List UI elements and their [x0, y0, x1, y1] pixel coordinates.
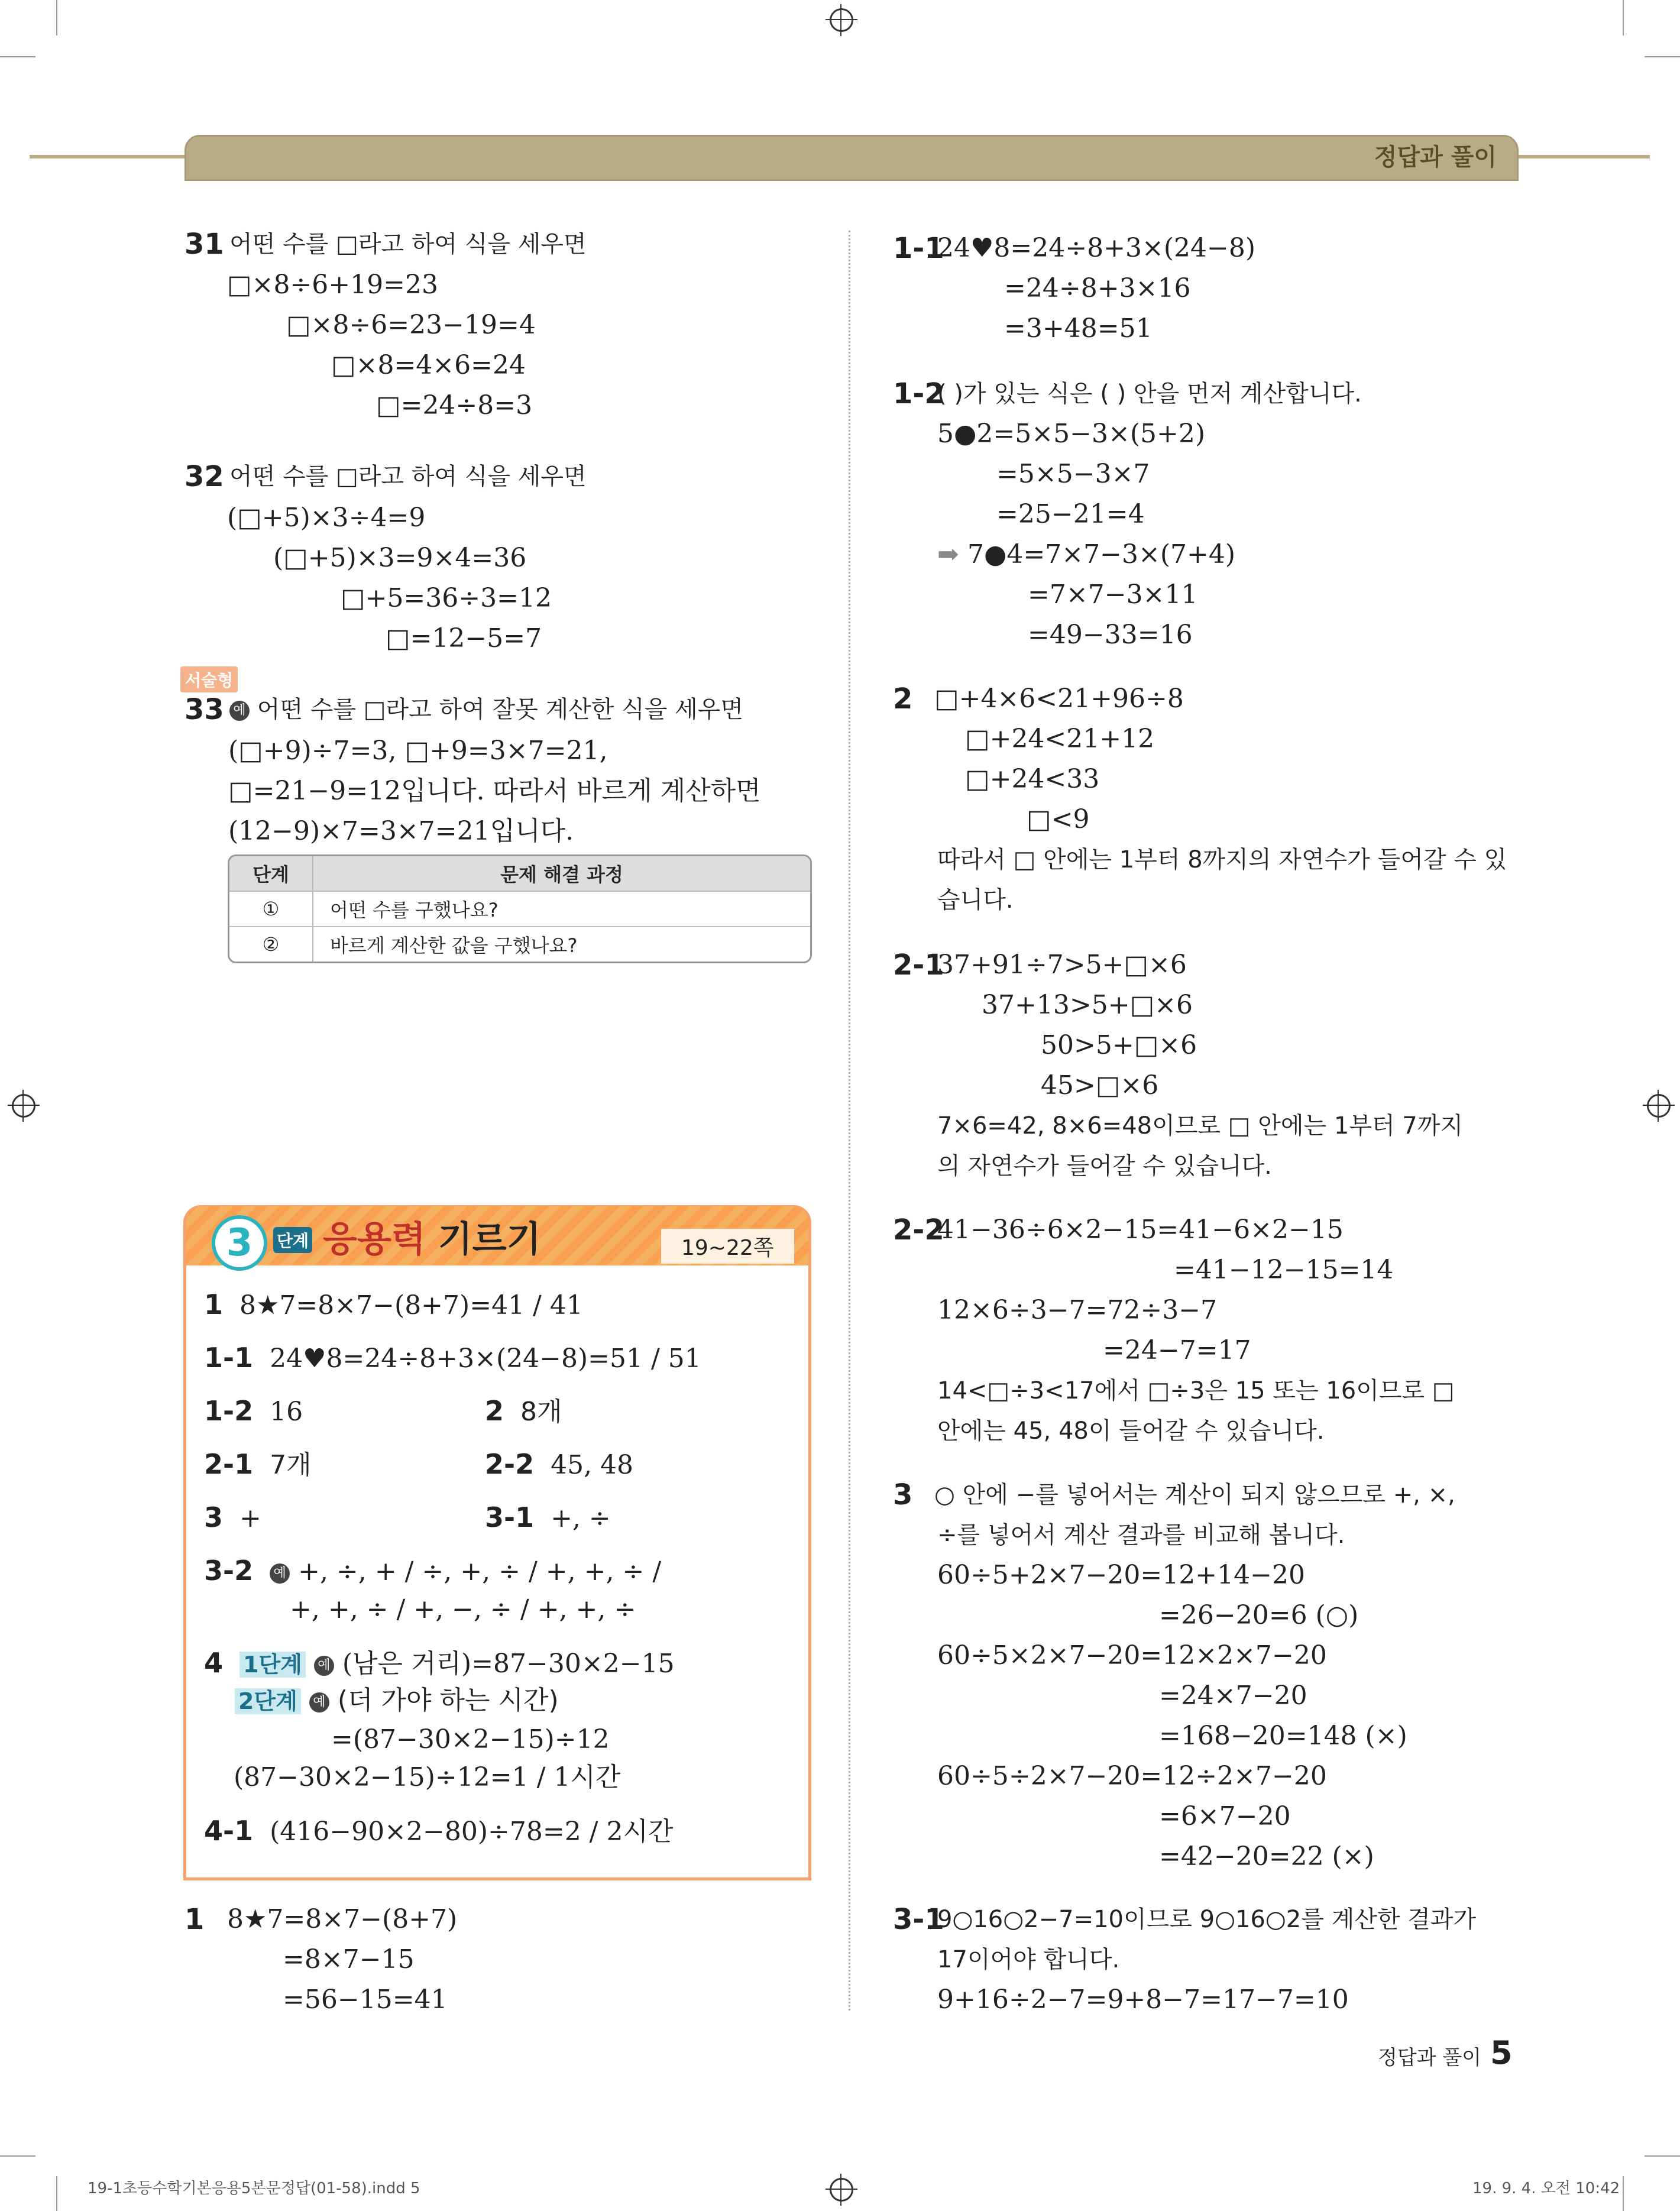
solution-line: 7×6=42, 8×6=48이므로 □ 안에는 1부터 7까지 — [937, 1112, 1464, 1140]
item-number: 2-1 — [204, 1448, 254, 1480]
registration-mark-icon — [830, 8, 853, 32]
answer-item-cont: =(87−30×2−15)÷12 — [331, 1724, 610, 1754]
problem-number: 3-1 — [893, 1903, 944, 1936]
item-text: 7개 — [270, 1450, 312, 1480]
solution-line: □=12−5=7 — [386, 623, 542, 653]
table-header-cell: 단계 — [229, 856, 313, 891]
item-text: + — [239, 1503, 261, 1533]
solution-line: 60÷5+2×7−20=12+14−20 — [937, 1560, 1305, 1590]
solution-line: =41−12−15=14 — [1174, 1255, 1394, 1285]
item-number: 3-2 — [204, 1555, 254, 1587]
answer-item — [485, 1446, 633, 1483]
solution-line: 어떤 수를 □라고 하여 식을 세우면 — [229, 463, 587, 490]
registration-mark-icon — [1647, 1094, 1671, 1118]
answer-item — [204, 1340, 701, 1377]
solution-line: =26−20=6 (○) — [1159, 1600, 1359, 1630]
answer-item — [204, 1645, 675, 1682]
answer-item-cont: +, +, ÷ / +, −, ÷ / +, +, ÷ — [290, 1594, 636, 1624]
item-number: 2 — [485, 1395, 504, 1427]
section-title-rest: 기르기 — [425, 1219, 541, 1260]
table-cell: 어떤 수를 구했나요? — [330, 899, 499, 921]
item-text: (남은 거리)=87−30×2−15 — [342, 1649, 675, 1679]
solution-line: 50>5+□×6 — [1041, 1030, 1197, 1060]
answer-item — [235, 1683, 559, 1719]
problem-number: 33 — [184, 693, 224, 726]
example-mark-icon: 예 — [314, 1656, 334, 1676]
solution-line: ÷를 넣어서 계산 결과를 비교해 봅니다. — [937, 1522, 1345, 1549]
item-number: 1-2 — [204, 1395, 254, 1427]
solution-line: □+5=36÷3=12 — [341, 583, 552, 613]
answer-item — [204, 1393, 303, 1430]
solution-line: □×8÷6+19=23 — [227, 270, 439, 300]
item-text: +, ÷ — [551, 1503, 611, 1533]
step-label: 단계 — [273, 1227, 312, 1253]
solution-line: =8×7−15 — [283, 1944, 415, 1974]
step-number-circle: 3 — [212, 1215, 267, 1271]
solution-line: 37+13>5+□×6 — [982, 990, 1193, 1020]
grading-table — [228, 854, 812, 963]
footer-label: 정답과 풀이 — [1378, 2046, 1482, 2070]
answer-item — [204, 1446, 312, 1483]
item-text: 24♥8=24÷8+3×(24−8)=51 / 51 — [270, 1344, 701, 1374]
solution-line: =7×7−3×11 — [1028, 580, 1198, 610]
solution-line: (□+5)×3÷4=9 — [227, 503, 426, 533]
problem-number: 1 — [184, 1903, 205, 1936]
item-number: 4 — [204, 1647, 224, 1679]
table-row — [229, 926, 810, 962]
solution-line: □×8÷6=23−19=4 — [286, 310, 536, 340]
crop-mark — [56, 0, 57, 35]
solution-line: ○ 안에 −를 넣어서는 계산이 되지 않으므로 +, ×, — [934, 1481, 1455, 1508]
example-mark-icon: 예 — [229, 701, 250, 721]
crop-mark — [0, 56, 35, 57]
crop-mark — [1623, 0, 1624, 35]
solution-line: □+24<21+12 — [965, 724, 1155, 754]
problem-number: 3 — [893, 1478, 913, 1511]
item-text: (416−90×2−80)÷78=2 / 2시간 — [270, 1817, 674, 1847]
solution-line: □=21−9=12입니다. 따라서 바르게 계산하면 — [228, 776, 761, 806]
solution-line: 14<□÷3<17에서 □÷3은 15 또는 16이므로 □ — [937, 1377, 1455, 1404]
solution-line: 45>□×6 — [1041, 1070, 1159, 1100]
solution-line: 60÷5÷2×7−20=12÷2×7−20 — [937, 1761, 1327, 1791]
solution-line: □=24÷8=3 — [376, 390, 533, 420]
section-title — [323, 1211, 541, 1262]
solution-line: 37+91÷7>5+□×6 — [937, 950, 1187, 980]
answer-item — [204, 1287, 583, 1323]
solution-line: =56−15=41 — [283, 1985, 448, 2015]
solution-line: =42−20=22 (×) — [1159, 1841, 1374, 1872]
table-header-row — [229, 856, 810, 891]
table-header-cell: 문제 해결 과정 — [500, 863, 623, 886]
answer-item — [485, 1393, 562, 1430]
registration-mark-icon — [830, 2178, 853, 2202]
solution-line: 17이어야 합니다. — [937, 1946, 1120, 1973]
solution-line: =168−20=148 (×) — [1159, 1721, 1407, 1751]
crop-mark — [0, 2155, 35, 2157]
page-number: 5 — [1490, 2034, 1513, 2071]
answer-item — [204, 1553, 661, 1590]
solution-line: =49−33=16 — [1028, 620, 1193, 650]
crop-mark — [1645, 56, 1680, 57]
solution-line: (□+9)÷7=3, □+9=3×7=21, — [228, 736, 608, 766]
solution-line: □+24<33 — [965, 764, 1100, 794]
answer-item — [204, 1813, 674, 1850]
solution-line: 8★7=8×7−(8+7) — [227, 1904, 458, 1934]
item-number: 1 — [204, 1289, 224, 1320]
answer-item — [204, 1500, 261, 1536]
item-text: 8★7=8×7−(8+7)=41 / 41 — [239, 1290, 583, 1320]
solution-text: 어떤 수를 □라고 하여 잘못 계산한 식을 세우면 — [257, 696, 744, 723]
solution-line: 어떤 수를 □라고 하여 식을 세우면 — [229, 231, 587, 258]
column-divider — [849, 231, 850, 2011]
solution-line: ( )가 있는 식은 ( ) 안을 먼저 계산합니다. — [937, 380, 1362, 407]
solution-line: □<9 — [1027, 804, 1090, 834]
example-mark-icon: 예 — [309, 1692, 329, 1713]
item-number: 3 — [204, 1501, 224, 1533]
problem-number: 2-1 — [893, 949, 944, 982]
solution-line: 7●4=7×7−3×(7+4) — [967, 539, 1236, 569]
essay-badge: 서술형 — [180, 666, 238, 692]
item-number: 4-1 — [204, 1815, 254, 1847]
solution-line: 12×6÷3−7=72÷3−7 — [937, 1295, 1218, 1325]
solution-line: =3+48=51 — [1004, 313, 1153, 344]
item-number: 3-1 — [485, 1501, 535, 1533]
step-two-label: 2단계 — [235, 1688, 301, 1714]
solution-line: =6×7−20 — [1159, 1801, 1291, 1831]
footer-file-name: 19-1초등수학기본응용5본문정답(01-58).indd 5 — [88, 2180, 420, 2197]
header-tab — [184, 135, 1519, 181]
page-range: 19~22쪽 — [661, 1229, 794, 1264]
problem-number: 31 — [184, 228, 224, 261]
arrow-icon: ➡ — [937, 539, 959, 569]
problem-number: 1-1 — [893, 232, 944, 265]
footer-date: 19. 9. 4. 오전 10:42 — [1472, 2180, 1620, 2197]
solution-line — [229, 692, 743, 727]
solution-line: (□+5)×3=9×4=36 — [273, 543, 527, 573]
table-row — [229, 891, 810, 926]
item-text: 16 — [270, 1397, 303, 1427]
example-mark-icon: 예 — [270, 1563, 290, 1584]
crop-mark — [1623, 2176, 1624, 2211]
solution-line: 60÷5×2×7−20=12×2×7−20 — [937, 1640, 1327, 1671]
problem-number: 1-2 — [893, 377, 944, 410]
solution-line: =5×5−3×7 — [996, 459, 1150, 489]
solution-line: 의 자연수가 들어갈 수 있습니다. — [937, 1153, 1272, 1180]
solution-line: =24÷8+3×16 — [1004, 273, 1191, 303]
solution-line: =24−7=17 — [1103, 1335, 1251, 1365]
section-title-accent: 응용력 — [323, 1219, 426, 1260]
solution-line: 24♥8=24÷8+3×(24−8) — [937, 233, 1256, 263]
item-text: 45, 48 — [551, 1450, 634, 1480]
answer-item-cont: (87−30×2−15)÷12=1 / 1시간 — [234, 1762, 621, 1792]
solution-line: □×8=4×6=24 — [331, 350, 526, 380]
item-number: 1-1 — [204, 1342, 254, 1374]
solution-line: 41−36÷6×2−15=41−6×2−15 — [937, 1215, 1344, 1245]
step-one-label: 1단계 — [239, 1652, 306, 1678]
crop-mark — [1645, 2155, 1680, 2157]
problem-number: 2 — [893, 682, 913, 716]
item-number: 2-2 — [485, 1448, 535, 1480]
item-text: 8개 — [520, 1397, 562, 1427]
solution-line: 안에는 45, 48이 들어갈 수 있습니다. — [937, 1417, 1325, 1445]
problem-number: 32 — [184, 460, 224, 493]
solution-line: □+4×6<21+96÷8 — [934, 684, 1184, 714]
item-text: +, ÷, + / ÷, +, ÷ / +, +, ÷ / — [298, 1556, 662, 1587]
table-cell: 바르게 계산한 값을 구했나요? — [330, 934, 578, 957]
solution-line: =24×7−20 — [1159, 1681, 1307, 1711]
solution-line: 9+16÷2−7=9+8−7=17−7=10 — [937, 1985, 1349, 2015]
table-cell: ② — [229, 927, 313, 962]
solution-line: 9○16○2−7=10이므로 9○16○2를 계산한 결과가 — [937, 1906, 1477, 1933]
solution-line: 따라서 □ 안에는 1부터 8까지의 자연수가 들어갈 수 있 — [937, 846, 1507, 873]
registration-mark-icon — [12, 1094, 35, 1118]
table-cell: ① — [229, 892, 313, 926]
solution-line: 습니다. — [937, 886, 1014, 914]
solution-line: 5●2=5×5−3×(5+2) — [937, 419, 1206, 449]
page-title: 정답과 풀이 — [1374, 144, 1497, 171]
problem-number: 2-2 — [893, 1213, 944, 1247]
item-text: (더 가야 하는 시간) — [337, 1685, 559, 1715]
solution-line: =25−21=4 — [996, 499, 1145, 529]
solution-line: (12−9)×7=3×7=21입니다. — [228, 816, 574, 846]
answer-item — [485, 1500, 611, 1536]
crop-mark — [56, 2176, 57, 2211]
